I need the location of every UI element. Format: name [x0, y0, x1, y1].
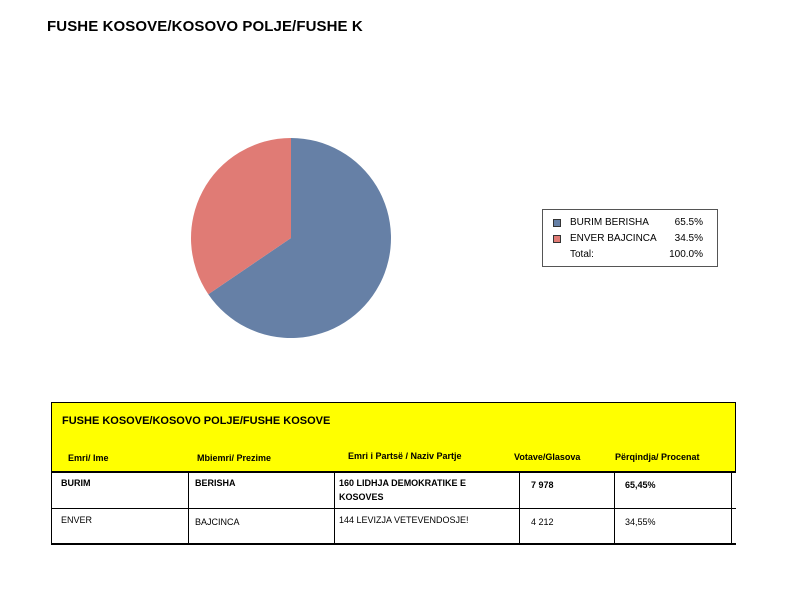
cell-percent: 34,55%	[625, 517, 656, 527]
table-header	[51, 402, 736, 472]
legend-value-enver: 34.5%	[674, 233, 703, 244]
column-divider	[188, 472, 189, 544]
cell-first-name: BURIM	[61, 478, 91, 488]
column-header-party: Emri i Partsë / Naziv Partje	[348, 451, 462, 461]
legend-item-burim	[553, 216, 703, 230]
row-divider	[51, 508, 736, 509]
legend-item-enver	[553, 232, 703, 246]
cell-percent: 65,45%	[625, 480, 656, 490]
results-table	[51, 402, 736, 546]
column-header-votes: Votave/Glasova	[514, 452, 581, 462]
column-divider	[614, 472, 615, 544]
cell-last-name: BERISHA	[195, 478, 236, 488]
legend-total	[553, 248, 703, 262]
cell-last-name: BAJCINCA	[195, 517, 240, 527]
column-header-last-name: Mbiemri/ Prezime	[197, 453, 272, 463]
page-title: FUSHE KOSOVE/KOSOVO POLJE/FUSHE K	[47, 18, 363, 35]
table-title: FUSHE KOSOVE/KOSOVO POLJE/FUSHE KOSOVE	[62, 415, 331, 427]
legend-label-burim: BURIM BERISHA	[570, 217, 649, 228]
cell-votes: 7 978	[531, 480, 554, 490]
legend-label-enver: ENVER BAJCINCA	[570, 233, 657, 244]
legend-swatch-enver	[553, 235, 561, 243]
row-divider	[51, 472, 736, 473]
column-divider	[731, 472, 732, 544]
cell-votes: 4 212	[531, 517, 554, 527]
pie-chart	[185, 130, 397, 346]
column-divider	[334, 472, 335, 544]
column-header-percent: Përqindja/ Procenat	[615, 452, 700, 462]
column-header-first-name: Emri/ Ime	[68, 453, 109, 463]
legend-total-value: 100.0%	[669, 249, 703, 260]
legend-swatch-burim	[553, 219, 561, 227]
column-divider	[51, 472, 52, 544]
chart-legend	[542, 209, 718, 267]
legend-value-burim: 65.5%	[674, 217, 703, 228]
column-divider	[519, 472, 520, 544]
cell-party: 144 LEVIZJA VETEVENDOSJE!	[339, 515, 469, 525]
table-bottom-border	[51, 543, 736, 545]
cell-first-name: ENVER	[61, 515, 93, 525]
legend-total-label: Total:	[570, 249, 594, 260]
cell-party: 160 LIDHJA DEMOKRATIKE E	[339, 478, 467, 488]
cell-party-line2: KOSOVES	[339, 492, 384, 502]
